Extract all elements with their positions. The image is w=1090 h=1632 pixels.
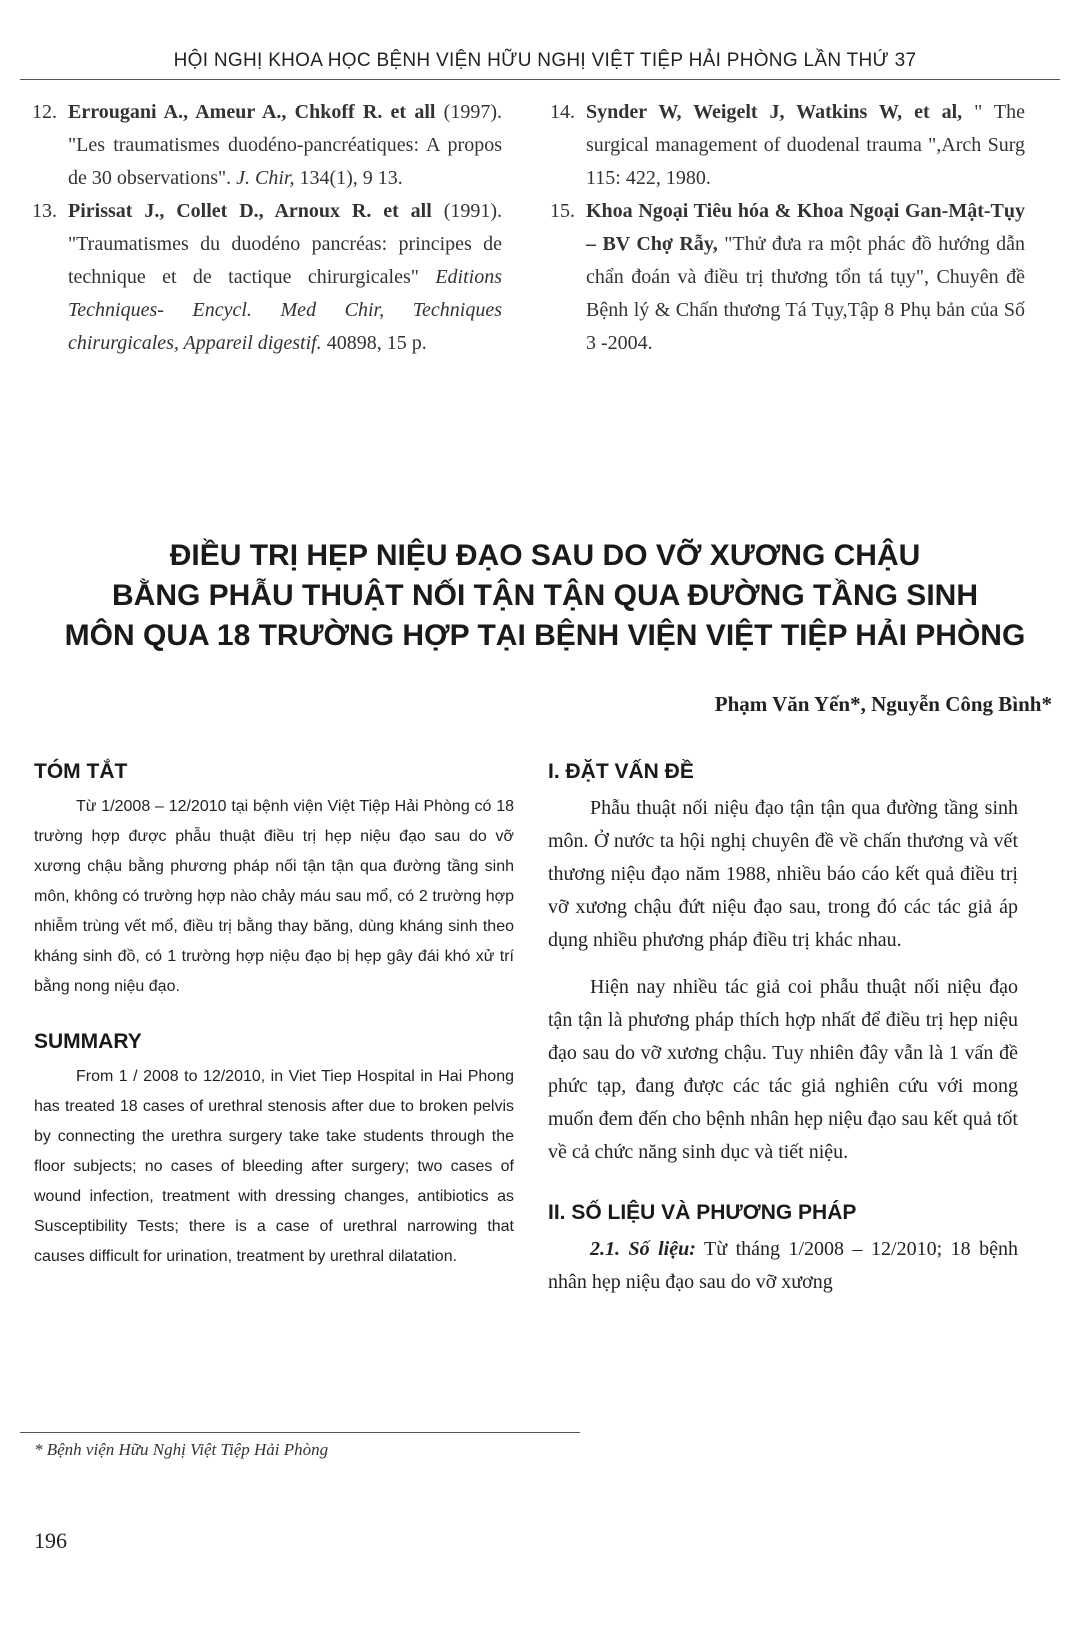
- subsection-text: Từ tháng 1/2008 – 12/2010; 18 bệnh nhân hẹp niệu đạo sau do vỡ xương: [548, 1238, 1018, 1293]
- article-authors: Phạm Văn Yến*, Nguyễn Công Bình*: [714, 692, 1052, 716]
- footnote-divider: [20, 1432, 580, 1433]
- reference-authors: Khoa Ngoại Tiêu hóa & Khoa Ngoại Gan-Mật-Tụy – BV Chợ Rẫy,: [586, 200, 1025, 255]
- abstract-en-heading: SUMMARY: [34, 1030, 142, 1053]
- article-title: [30, 536, 1060, 656]
- reference-authors: Errougani A., Ameur A., Chkoff R. et all: [68, 101, 436, 123]
- references-left-column: [32, 96, 502, 360]
- reference-item: [550, 96, 1025, 195]
- subsection-label: 2.1. Số liệu:: [590, 1238, 696, 1260]
- reference-body: [68, 195, 502, 360]
- section-gap: [548, 1183, 1018, 1201]
- article-title-line: MÔN QUA 18 TRƯỜNG HỢP TẠI BỆNH VIỆN VIỆT TIỆP HẢI PHÒNG: [64, 619, 1026, 652]
- reference-number: 13.: [32, 200, 57, 222]
- reference-number: 15.: [550, 200, 575, 222]
- section-1-paragraph: Phẫu thuật nối niệu đạo tận tận qua đường tầng sinh môn. Ở nước ta hội nghị chuyên đề về chấn thương và vết thương niệu đạo năm 1988, nhiều báo cáo kết quả điều trị vỡ xương chậu đứt niệu đạo sau, trong đó các tác giả áp dụng nhiều phương pháp điều trị khác nhau.: [548, 797, 1018, 951]
- page-number: 196: [34, 1528, 67, 1553]
- abstract-en-text: From 1 / 2008 to 12/2010, in Viet Tiep Hospital in Hai Phong has treated 18 cases of urethral stenosis after due to broken pelvis by connecting the urethra surgery take take students through the floor subjects; no cases of bleeding after surgery; two cases of wound infection, treatment with dressing changes, antibiotics as Susceptibility Tests; there is a case of urethral narrowing that causes difficult for urination, treatment by urethral dilatation.: [34, 1068, 514, 1265]
- reference-body: [586, 195, 1025, 360]
- reference-authors: Synder W, Weigelt J, Watkins W, et al,: [586, 101, 963, 123]
- reference-title: (1997). "Les traumatismes duodéno-pancréatiques: A propos de 30 observations".: [68, 101, 502, 189]
- reference-item: [32, 96, 502, 195]
- reference-title: "Thử đưa ra một phác đồ hướng dẫn chẩn đoán và điều trị thương tổn tá tụy", Chuyên đề Bệnh lý & Chấn thương Tá Tụy,Tập 8 Phụ bản của Số 3 -2004.: [586, 233, 1026, 354]
- reference-body: [68, 96, 502, 195]
- reference-authors: Pirissat J., Collet D., Arnoux R. et all: [68, 200, 432, 222]
- reference-source-italic: J. Chir,: [236, 167, 295, 189]
- reference-number: 12.: [32, 101, 57, 123]
- abstract-vi-text: Từ 1/2008 – 12/2010 tại bệnh viện Việt Tiệp Hải Phòng có 18 trường hợp được phẫu thuật điều trị hẹp niệu đạo sau do vỡ xương chậu bằng phương pháp nối tận tận qua đường tầng sinh môn, không có trường hợp nào chảy máu sau mổ, có 2 trường hợp nhiễm trùng vết mổ, điều trị bằng thay băng, dùng kháng sinh theo kháng sinh đồ, có 1 trường hợp niệu đạo bị hẹp gây đái khó xử trí bằng nong niệu đạo.: [34, 798, 514, 995]
- article-title-line: BẰNG PHẪU THUẬT NỐI TẬN TẬN QUA ĐƯỜNG TẦNG SINH: [111, 579, 978, 612]
- references-right-column: [550, 96, 1025, 360]
- running-header: HỘI NGHỊ KHOA HỌC BỆNH VIỆN HỮU NGHỊ VIỆT TIỆP HẢI PHÒNG LẦN THỨ 37: [173, 50, 917, 71]
- abstract-column: [34, 760, 514, 1300]
- section-1-heading: I. ĐẶT VẤN ĐỀ: [548, 760, 694, 783]
- abstract-vi-heading: TÓM TẮT: [34, 760, 128, 783]
- reference-number: 14.: [550, 101, 575, 123]
- reference-body: [586, 96, 1025, 195]
- reference-item: [550, 195, 1025, 360]
- reference-item: [32, 195, 502, 360]
- header-divider: [20, 79, 1060, 80]
- reference-source: 134(1), 9 13.: [299, 167, 403, 189]
- reference-source-italic: Editions Techniques- Encycl. Med Chir, Techniques chirurgicales, Appareil digestif.: [68, 266, 502, 354]
- section-2-paragraph: [548, 1233, 1018, 1299]
- section-1-paragraph: Hiện nay nhiều tác giả coi phẫu thuật nối niệu đạo tận tận là phương pháp thích hợp nhất để điều trị hẹp niệu đạo sau do vỡ xương chậu. Tuy nhiên đây vẫn là 1 vấn đề phức tạp, đang được các tác giả nghiên cứu với mong muốn đem đến cho bệnh nhân hẹp niệu đạo sau kết quả tốt về cả chức năng sinh dục và tiết niệu.: [548, 976, 1018, 1163]
- section-2-heading: II. SỐ LIỆU VÀ PHƯƠNG PHÁP: [548, 1201, 857, 1224]
- body-column: [548, 760, 1018, 1313]
- reference-title: (1991). "Traumatismes du duodéno pancréas: principes de technique et de tactique chirurgicales": [68, 200, 503, 288]
- reference-source: 40898, 15 p.: [326, 332, 427, 354]
- footnote: * Bệnh viện Hữu Nghị Việt Tiệp Hải Phòng: [34, 1440, 329, 1459]
- reference-title: " The surgical management of duodenal trauma ",Arch Surg 115: 422, 1980.: [586, 101, 1025, 189]
- article-title-line: ĐIỀU TRỊ HẸP NIỆU ĐẠO SAU DO VỠ XƯƠNG CHẬU: [169, 539, 921, 572]
